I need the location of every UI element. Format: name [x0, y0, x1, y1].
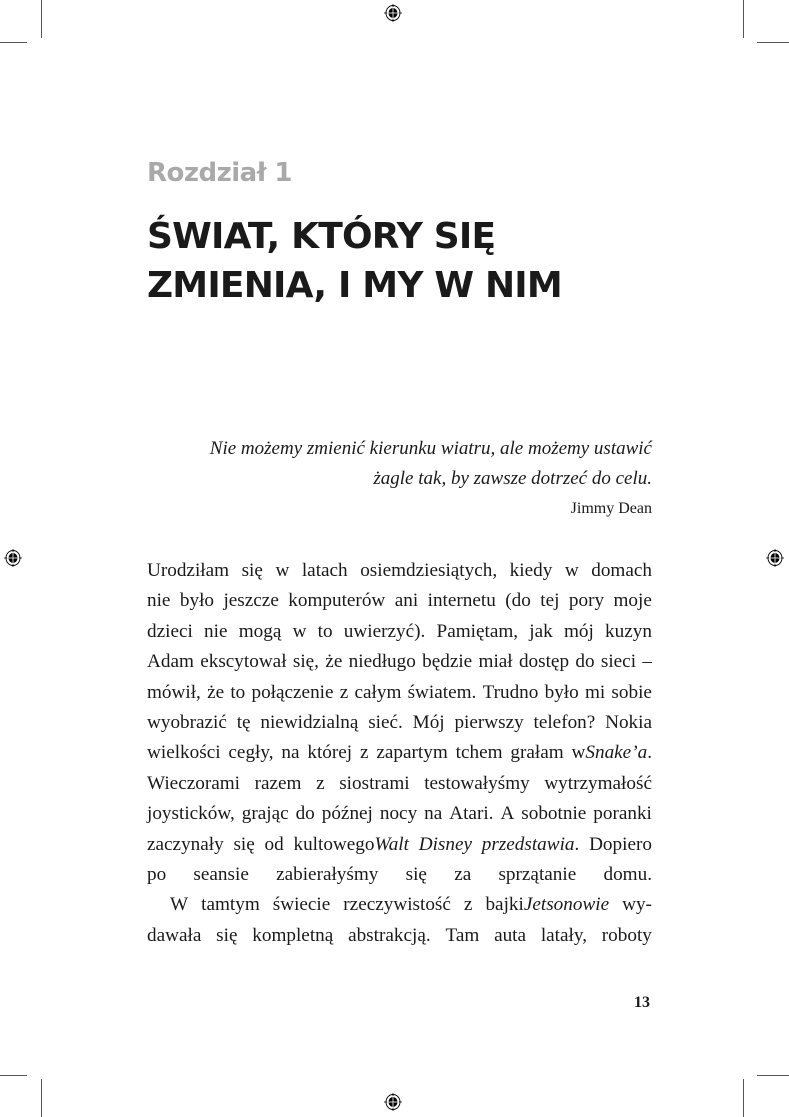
- word: w: [292, 620, 307, 642]
- word: testowałyśmy: [424, 772, 530, 794]
- epigraph: [152, 434, 652, 524]
- word: Wieczorami: [147, 772, 240, 794]
- body-text: [147, 556, 652, 951]
- text-run: po seansie zabierałyśmy się za sprzątanie domu.: [147, 863, 652, 885]
- word: do: [295, 803, 315, 825]
- word: połączenie: [251, 681, 334, 703]
- word: w: [275, 560, 290, 581]
- word: tej: [540, 590, 560, 612]
- word: ani: [394, 590, 419, 612]
- word: A: [500, 803, 515, 825]
- word: cegły,: [228, 742, 274, 764]
- word: pierwszy: [454, 711, 524, 733]
- word: tchem: [455, 742, 503, 764]
- body-line: [147, 678, 652, 708]
- body-line: [147, 830, 652, 860]
- body-line: [147, 617, 652, 647]
- word: mój: [563, 620, 594, 642]
- word: (do: [505, 590, 531, 612]
- word: Disney: [418, 833, 472, 855]
- crop-mark-top-left-horizontal: [0, 42, 27, 43]
- word: kiedy: [509, 560, 553, 581]
- word: przedstawia.: [481, 833, 580, 855]
- word: poranki: [593, 803, 652, 825]
- word: mi: [584, 681, 606, 703]
- body-line: [147, 860, 652, 890]
- body-line: [147, 556, 652, 586]
- epigraph-quote-line: żagle tak, by zawsze dotrzeć do celu.: [373, 468, 652, 489]
- word: latach: [301, 560, 348, 581]
- word: grając: [241, 803, 289, 825]
- word: osiemdziesiątych,: [360, 560, 498, 581]
- word: wy-: [622, 894, 652, 916]
- epigraph-quote-line: Nie możemy zmienić kierunku wiatru, ale możemy ustawić: [209, 438, 652, 459]
- word: na: [424, 803, 443, 825]
- word: Atari.: [449, 803, 494, 825]
- word: nie: [204, 620, 228, 642]
- chapter-title: [147, 212, 562, 310]
- word: miał: [478, 651, 513, 673]
- body-line: [147, 921, 652, 951]
- word: wielkości: [147, 742, 221, 764]
- word: siostrami: [339, 772, 410, 794]
- word: w: [564, 560, 579, 581]
- word: bajkiJetsonowie: [485, 894, 610, 916]
- word: sieć.: [368, 711, 403, 733]
- word: latały,: [540, 924, 587, 946]
- word: że: [325, 651, 343, 673]
- body-line: [147, 647, 652, 677]
- word: świecie: [272, 894, 331, 916]
- word: –: [642, 651, 652, 673]
- word: roboty: [601, 924, 652, 946]
- body-line: [147, 708, 652, 738]
- word: kompletną: [252, 924, 334, 946]
- word: ekscytował: [200, 651, 287, 673]
- word: W: [170, 894, 189, 916]
- word: się: [233, 833, 255, 855]
- word: Urodziłam: [147, 560, 230, 581]
- word: że: [207, 681, 225, 703]
- word: dzieci: [147, 620, 193, 642]
- word: domach: [591, 560, 652, 581]
- chapter-label: Rozdział 1: [147, 158, 293, 188]
- epigraph-author: Jimmy Dean: [570, 500, 652, 517]
- crop-mark-top-left-vertical: [41, 0, 42, 38]
- word: z: [463, 894, 473, 916]
- word: niewidzialną: [260, 711, 359, 733]
- word: jeszcze: [223, 590, 279, 612]
- crop-mark-bottom-left-vertical: [41, 1079, 42, 1117]
- word: się: [241, 560, 263, 581]
- word: dostęp: [518, 651, 570, 673]
- registration-mark-bottom-icon: [384, 1093, 402, 1111]
- page-number: 13: [634, 994, 650, 1011]
- word: Mój: [412, 711, 445, 733]
- word: kuzyn: [605, 620, 652, 642]
- word: komputerów: [288, 590, 386, 612]
- body-line: [147, 769, 652, 799]
- registration-mark-left-icon: [4, 549, 22, 567]
- registration-mark-top-icon: [384, 4, 402, 22]
- word: moje: [613, 590, 652, 612]
- word: zaczynały: [147, 833, 224, 855]
- word: mówił,: [147, 681, 201, 703]
- crop-mark-top-right-vertical: [743, 0, 744, 38]
- chapter-title-line: ŚWIAT, KTÓRY SIĘ: [147, 216, 496, 257]
- word: Adam: [147, 651, 194, 673]
- word: uwierzyć).: [343, 620, 426, 642]
- word: dawała: [147, 924, 202, 946]
- word: Tam: [445, 924, 480, 946]
- word: sobie: [611, 681, 652, 703]
- word: nocy: [379, 803, 418, 825]
- word: całym: [354, 681, 402, 703]
- crop-mark-top-right-horizontal: [757, 42, 789, 43]
- word: było: [544, 681, 579, 703]
- crop-mark-bottom-right-horizontal: [757, 1075, 789, 1076]
- word: późnej: [321, 803, 373, 825]
- word: to: [317, 620, 333, 642]
- word: internetu: [427, 590, 496, 612]
- word: grałam: [510, 742, 564, 764]
- word: joysticków,: [147, 803, 235, 825]
- word: od: [264, 833, 284, 855]
- word: sieci: [600, 651, 637, 673]
- word: zapartym: [376, 742, 448, 764]
- word: telefon?: [533, 711, 596, 733]
- word: jak: [529, 620, 553, 642]
- word: tamtym: [201, 894, 260, 916]
- word: to: [230, 681, 246, 703]
- word: auta: [494, 924, 527, 946]
- word: z: [339, 681, 349, 703]
- word: sobotnie: [521, 803, 587, 825]
- word: tę: [236, 711, 251, 733]
- body-line: [147, 586, 652, 616]
- word: z: [359, 742, 369, 764]
- body-line: [147, 738, 652, 768]
- chapter-title-line: ZMIENIA, I MY W NIM: [147, 265, 562, 306]
- word: światem.: [407, 681, 477, 703]
- word: Pamiętam,: [436, 620, 519, 642]
- word: Nokia: [605, 711, 652, 733]
- crop-mark-bottom-left-horizontal: [0, 1075, 27, 1076]
- word: Dopiero: [589, 833, 652, 855]
- word: rzeczywistość: [343, 894, 451, 916]
- word: abstrakcją.: [348, 924, 431, 946]
- word: do: [575, 651, 595, 673]
- word: nie: [147, 590, 171, 612]
- word: się,: [292, 651, 319, 673]
- word: z: [316, 772, 325, 794]
- word: niedługo: [348, 651, 416, 673]
- word: na: [281, 742, 300, 764]
- word: będzie: [422, 651, 473, 673]
- crop-mark-bottom-right-vertical: [743, 1079, 744, 1117]
- word: wSnake’a.: [571, 742, 652, 764]
- body-line: [147, 799, 652, 829]
- word: której: [307, 742, 353, 764]
- word: się: [216, 924, 238, 946]
- registration-mark-right-icon: [766, 549, 784, 567]
- word: było: [179, 590, 215, 612]
- word: wytrzymałość: [544, 772, 652, 794]
- word: razem: [254, 772, 302, 794]
- body-line: [147, 890, 652, 920]
- word: wyobrazić: [147, 711, 227, 733]
- word: pory: [568, 590, 605, 612]
- word: kultowegoWalt: [293, 833, 409, 855]
- word: Trudno: [482, 681, 539, 703]
- word: mogą: [238, 620, 282, 642]
